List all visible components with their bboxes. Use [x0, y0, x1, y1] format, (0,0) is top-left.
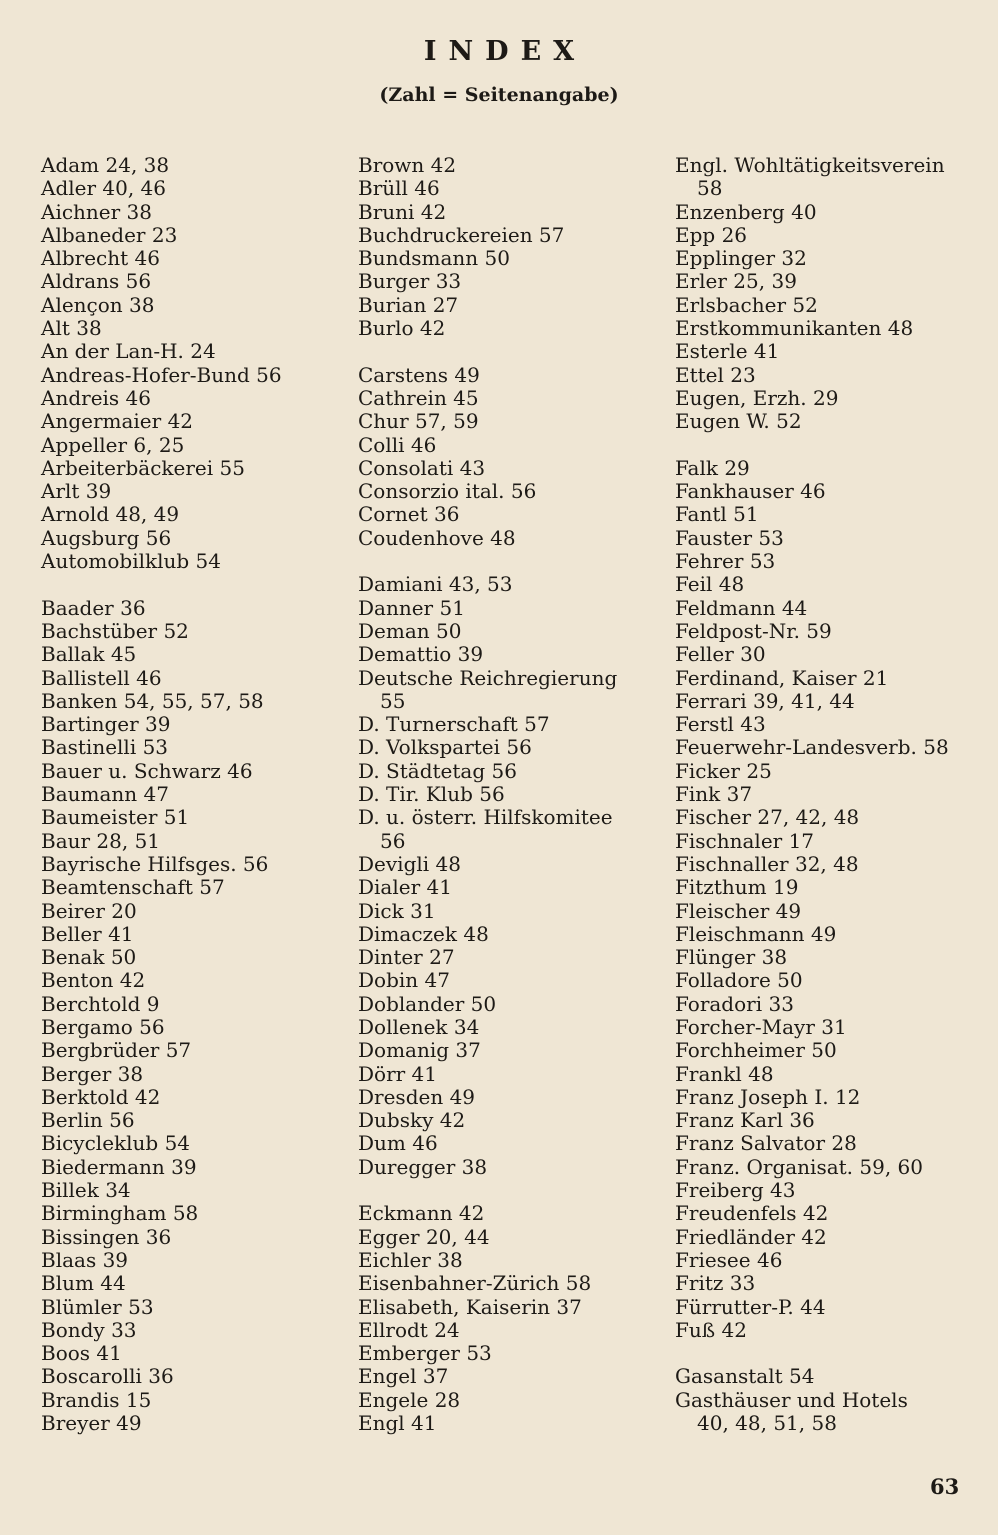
index-entry: Forchheimer 50 — [675, 1038, 837, 1063]
index-entry: 40, 48, 51, 58 — [697, 1411, 837, 1436]
index-entry: Freiberg 43 — [675, 1178, 796, 1203]
index-entry: Deman 50 — [358, 618, 462, 643]
index-entry: Blaas 39 — [41, 1247, 129, 1272]
index-entry: Eckmann 42 — [358, 1201, 485, 1226]
index-entry: Flünger 38 — [675, 945, 788, 970]
index-entry: D. Turnerschaft 57 — [358, 712, 550, 737]
index-entry: Berchtold 9 — [41, 991, 160, 1016]
index-entry: Erler 25, 39 — [675, 269, 797, 294]
index-entry: Baumeister 51 — [41, 805, 190, 830]
index-entry: Erlsbacher 52 — [675, 292, 818, 317]
index-entry: Domanig 37 — [358, 1038, 481, 1063]
index-entry: 58 — [697, 176, 723, 201]
index-entry: Duregger 38 — [358, 1154, 488, 1179]
index-entry: Bergbrüder 57 — [41, 1038, 192, 1063]
index-entry: Franz. Organisat. 59, 60 — [675, 1154, 924, 1179]
index-entry: Elisabeth, Kaiserin 37 — [358, 1294, 582, 1319]
index-entry: Eugen W. 52 — [675, 409, 802, 434]
index-column-2 — [358, 154, 658, 1435]
section-gap — [41, 573, 341, 596]
index-entry: Andreis 46 — [41, 385, 151, 410]
index-entry: Benton 42 — [41, 968, 146, 993]
index-entry: Falk 29 — [675, 455, 750, 480]
index-entry: Breyer 49 — [41, 1411, 142, 1436]
index-entry: Freudenfels 42 — [675, 1201, 829, 1226]
index-entry: Friesee 46 — [675, 1247, 783, 1272]
index-entry: Devigli 48 — [358, 851, 461, 876]
index-entry: Demattio 39 — [358, 642, 484, 667]
index-entry: Buchdruckereien 57 — [358, 222, 565, 247]
index-entry: Eichler 38 — [358, 1247, 463, 1272]
index-entry: Engele 28 — [358, 1387, 461, 1412]
index-entry: Ballak 45 — [41, 642, 137, 667]
index-entry: Arnold 48, 49 — [41, 502, 180, 527]
index-entry: Dobin 47 — [358, 968, 450, 993]
index-entry: Danner 51 — [358, 595, 465, 620]
index-entry: Fleischer 49 — [675, 898, 802, 923]
index-entry: Bergamo 56 — [41, 1014, 165, 1039]
index-entry: Bachstüber 52 — [41, 618, 189, 643]
index-entry: Adler 40, 46 — [41, 176, 167, 201]
index-entry: Bauer u. Schwarz 46 — [41, 758, 253, 783]
index-entry: Ettel 23 — [675, 362, 756, 387]
index-entry: Augsburg 56 — [41, 525, 172, 550]
index-entry: Fischnaler 17 — [675, 828, 815, 853]
index-entry: Franz Salvator 28 — [675, 1131, 857, 1156]
index-entry: Ferrari 39, 41, 44 — [675, 688, 855, 713]
index-entry: Brandis 15 — [41, 1387, 152, 1412]
index-entry: Egger 20, 44 — [358, 1224, 490, 1249]
page-subtitle: (Zahl = Seitenangabe) — [379, 84, 619, 106]
index-entry: Biedermann 39 — [41, 1154, 197, 1179]
index-entry: Franz Karl 36 — [675, 1108, 815, 1133]
index-entry: Fankhauser 46 — [675, 479, 826, 504]
index-entry: Albrecht 46 — [41, 246, 160, 271]
index-entry: Dubsky 42 — [358, 1108, 466, 1133]
index-entry: Engel 37 — [358, 1364, 449, 1389]
index-entry: Berktold 42 — [41, 1084, 161, 1109]
index-entry: Ellrodt 24 — [358, 1317, 460, 1342]
section-gap — [358, 550, 658, 573]
index-entry: Fürrutter-P. 44 — [675, 1294, 826, 1319]
index-entry: Gasanstalt 54 — [675, 1364, 815, 1389]
index-entry: Erstkommunikanten 48 — [675, 316, 914, 341]
index-entry: Aichner 38 — [41, 199, 153, 224]
index-entry: Eisenbahner-Zürich 58 — [358, 1271, 592, 1296]
index-entry: Bicycleklub 54 — [41, 1131, 191, 1156]
index-entry: Dinter 27 — [358, 945, 455, 970]
index-entry: Dimaczek 48 — [358, 921, 489, 946]
index-entry: Fehrer 53 — [675, 549, 776, 574]
section-gap — [675, 1342, 975, 1365]
index-entry: Boos 41 — [41, 1341, 122, 1366]
index-entry: Emberger 53 — [358, 1341, 492, 1366]
index-entry: Dresden 49 — [358, 1084, 476, 1109]
section-gap — [358, 340, 658, 363]
index-entry: Ferstl 43 — [675, 712, 766, 737]
index-entry: An der Lan-H. 24 — [41, 339, 216, 364]
index-entry: Folladore 50 — [675, 968, 803, 993]
index-column-1 — [41, 154, 341, 1435]
index-entry: Foradori 33 — [675, 991, 794, 1016]
index-entry: D. Städtetag 56 — [358, 758, 517, 783]
index-entry: Forcher-Mayr 31 — [675, 1014, 847, 1039]
index-entry: Chur 57, 59 — [358, 409, 479, 434]
index-entry: Berlin 56 — [41, 1108, 135, 1133]
index-entry: Enzenberg 40 — [675, 199, 817, 224]
index-entry: Ferdinand, Kaiser 21 — [675, 665, 889, 690]
index-entry: Dialer 41 — [358, 875, 452, 900]
index-entry: Burlo 42 — [358, 316, 446, 341]
index-entry: Cathrein 45 — [358, 385, 479, 410]
index-entry: Consorzio ital. 56 — [358, 479, 537, 504]
index-entry: Alençon 38 — [41, 292, 155, 317]
index-entry: Fitzthum 19 — [675, 875, 799, 900]
index-entry: Fischer 27, 42, 48 — [675, 805, 860, 830]
index-entry: Birmingham 58 — [41, 1201, 199, 1226]
index-entry: Brüll 46 — [358, 176, 440, 201]
page-number: 63 — [930, 1474, 960, 1499]
index-entry: Bondy 33 — [41, 1317, 137, 1342]
index-entry: Dum 46 — [358, 1131, 438, 1156]
index-entry: Coudenhove 48 — [358, 525, 516, 550]
section-gap — [675, 434, 975, 457]
index-entry: D. Tir. Klub 56 — [358, 782, 505, 807]
index-entry: Arbeiterbäckerei 55 — [41, 455, 245, 480]
index-entry: Baur 28, 51 — [41, 828, 161, 853]
index-entry: Gasthäuser und Hotels — [675, 1387, 908, 1412]
index-entry: Beller 41 — [41, 921, 134, 946]
index-entry: Albaneder 23 — [41, 222, 178, 247]
index-entry: Dick 31 — [358, 898, 436, 923]
index-entry: Ballistell 46 — [41, 665, 162, 690]
index-entry: Bruni 42 — [358, 199, 447, 224]
index-entry: Fischnaller 32, 48 — [675, 851, 859, 876]
index-entry: Bissingen 36 — [41, 1224, 172, 1249]
page-title: INDEX — [423, 36, 587, 67]
index-entry: Beirer 20 — [41, 898, 137, 923]
index-entry: Alt 38 — [41, 316, 102, 341]
index-entry: Feil 48 — [675, 572, 745, 597]
index-entry: Engl 41 — [358, 1411, 437, 1436]
index-entry: Boscarolli 36 — [41, 1364, 174, 1389]
index-entry: Franz Joseph I. 12 — [675, 1084, 861, 1109]
index-entry: Carstens 49 — [358, 362, 480, 387]
index-entry: Angermaier 42 — [41, 409, 194, 434]
index-entry: Doblander 50 — [358, 991, 497, 1016]
index-entry: Aldrans 56 — [41, 269, 152, 294]
index-entry: Banken 54, 55, 57, 58 — [41, 688, 264, 713]
index-entry: Colli 46 — [358, 432, 437, 457]
index-entry: Feller 30 — [675, 642, 766, 667]
index-entry: Feldmann 44 — [675, 595, 808, 620]
index-entry: Feuerwehr-Landesverb. 58 — [675, 735, 949, 760]
index-entry: Blum 44 — [41, 1271, 126, 1296]
index-entry: Arlt 39 — [41, 479, 112, 504]
index-entry: Engl. Wohltätigkeitsverein — [675, 153, 945, 177]
index-entry: Ficker 25 — [675, 758, 772, 783]
index-entry: Epplinger 32 — [675, 246, 807, 271]
index-entry: Dörr 41 — [358, 1061, 438, 1086]
index-column-3 — [675, 154, 975, 1435]
index-entry: Epp 26 — [675, 222, 748, 247]
index-entry: Friedländer 42 — [675, 1224, 827, 1249]
index-entry: Bastinelli 53 — [41, 735, 169, 760]
section-gap — [358, 1179, 658, 1202]
index-entry: Fuß 42 — [675, 1317, 747, 1342]
index-entry: Burian 27 — [358, 292, 459, 317]
index-entry: Automobilklub 54 — [41, 549, 222, 574]
index-entry: Bartinger 39 — [41, 712, 171, 737]
index-entry: D. u. österr. Hilfskomitee — [358, 805, 613, 830]
index-entry: Baumann 47 — [41, 782, 169, 807]
index-entry: Cornet 36 — [358, 502, 460, 527]
index-entry: Esterle 41 — [675, 339, 780, 364]
index-entry: Blümler 53 — [41, 1294, 154, 1319]
index-entry: Beamtenschaft 57 — [41, 875, 225, 900]
index-entry: Andreas-Hofer-Bund 56 — [41, 362, 282, 387]
index-entry: Appeller 6, 25 — [41, 432, 185, 457]
index-entry: Fantl 51 — [675, 502, 759, 527]
index-entry: Adam 24, 38 — [41, 153, 170, 177]
index-entry: Consolati 43 — [358, 455, 486, 480]
index-entry: 55 — [380, 688, 406, 713]
index-entry: Burger 33 — [358, 269, 462, 294]
index-entry: Baader 36 — [41, 595, 146, 620]
index-entry: D. Volkspartei 56 — [358, 735, 532, 760]
index-entry: Billek 34 — [41, 1178, 131, 1203]
index-entry: Fink 37 — [675, 782, 753, 807]
index-entry: Dollenek 34 — [358, 1014, 480, 1039]
index-entry: Bayrische Hilfsges. 56 — [41, 851, 269, 876]
index-entry: Brown 42 — [358, 153, 457, 177]
index-entry: Frankl 48 — [675, 1061, 774, 1086]
index-entry: Fritz 33 — [675, 1271, 756, 1296]
index-entry: 56 — [380, 828, 406, 853]
index-entry: Berger 38 — [41, 1061, 144, 1086]
index-entry: Fleischmann 49 — [675, 921, 837, 946]
index-entry: Fauster 53 — [675, 525, 784, 550]
index-entry: Deutsche Reichregierung — [358, 665, 618, 690]
index-entry: Damiani 43, 53 — [358, 572, 513, 597]
index-entry: Bundsmann 50 — [358, 246, 510, 271]
index-entry: Feldpost-Nr. 59 — [675, 618, 832, 643]
index-entry: Benak 50 — [41, 945, 137, 970]
index-entry: Eugen, Erzh. 29 — [675, 385, 839, 410]
